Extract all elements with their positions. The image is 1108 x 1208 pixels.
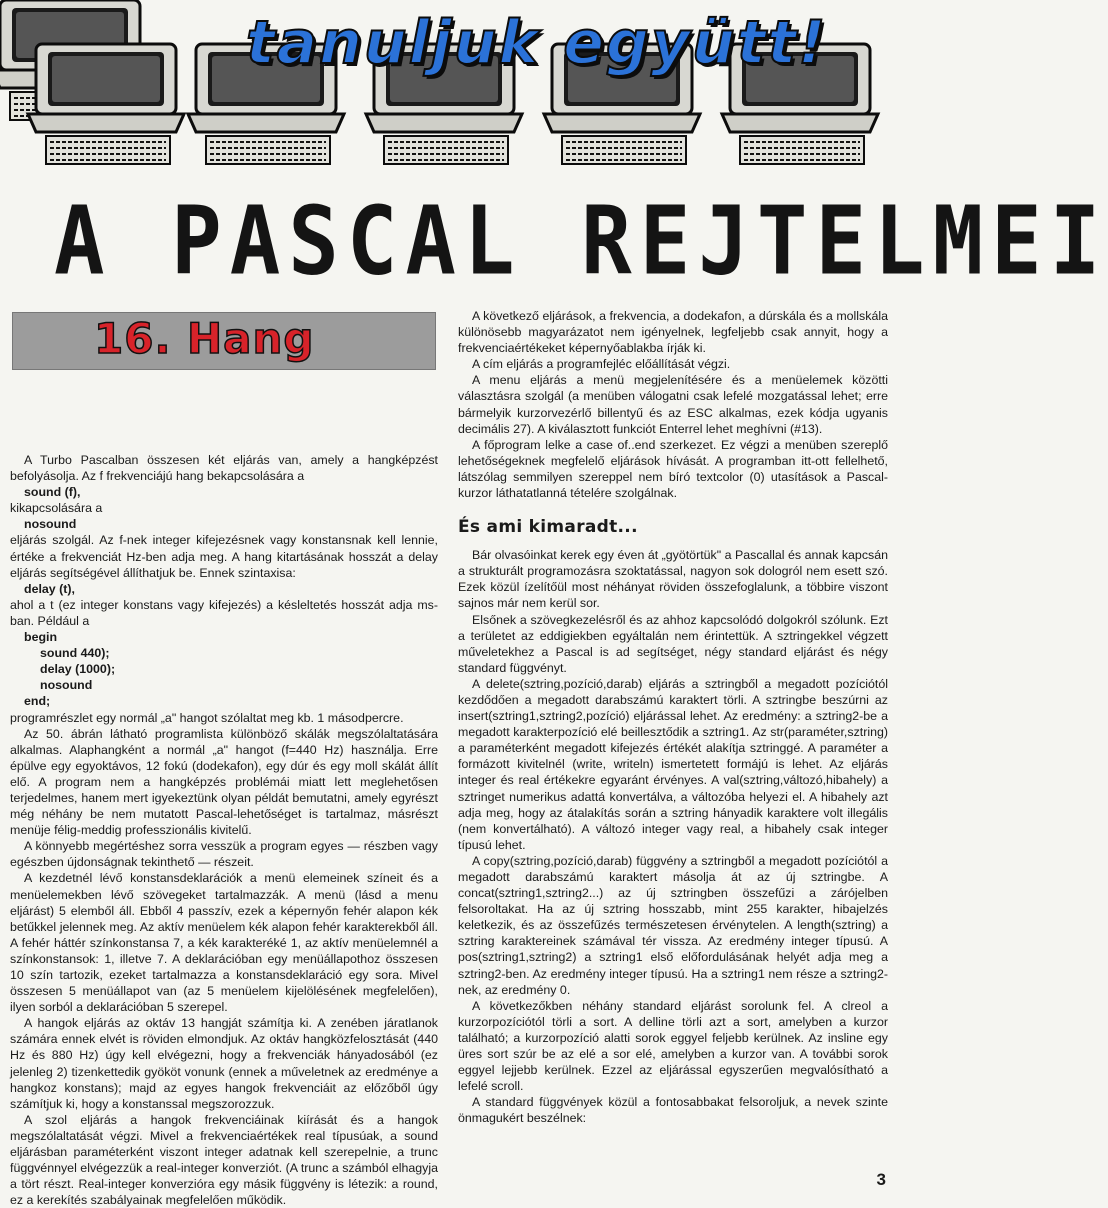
code-example (10, 629, 438, 709)
code-line: end; (24, 694, 51, 709)
paragraph: A copy(sztring,pozíció,darab) függvény a sztringből a megadott pozíciótól a megadott darabszámú karaktert másolja át az új sztringbe. A concat(sztring1,sztring2...) az új sztringben összefűzi a zárójelben felsoroltakat. Ha az új sztring hosszabb, mint 255 karakter, hibajelzés keletkezik, és az összefűzés természetesen érvénytelen. A length(sztring) a sztring karaktereinek számával tér vissza. Az eredmény integer típusú. A pos(sztring1,sztring2) a sztring1 első előfordulásának helyét adja meg a sztring2-ben. Az eredmény integer típusú. Ha a sztring1 nem része a sztring2-nek, az eredmény 0. (458, 853, 888, 997)
code-nosound: nosound (24, 517, 77, 532)
paragraph: programrészlet egy normál „a" hangot szólaltat meg kb. 1 másodpercre. (10, 710, 404, 725)
section-header-bar (12, 312, 436, 370)
paragraph: A kezdetnél lévő konstansdeklarációk a menü elemeinek színeit és a menüelemekben lévő szövegeket tartalmazzák. A menü (lásd a menu eljárást) 5 elemből áll. Ebből 4 passzív, ezek a képernyőn fehér alapon kék betűkkel jelennek meg. Az aktív menüelem kék alapon fehér karakterekből áll. A fehér háttér színkonstansa 7, a kék karakteréké 1, az aktív menüelemnél a színkonstansok: 1, illetve 7. A deklarációban egy menüállapothoz összesen 10 szín tartozik, ezeket tartalmazza a konstansdeklaráció egy sora. Mivel összesen 5 menüállapot van (az 5 menüelem kijelölésének megfelelően), ilyen sorból a deklarációban 5 szerepel. (10, 871, 438, 1015)
code-delay: delay (t), (24, 581, 75, 596)
paragraph: ahol a t (ez integer konstans vagy kifejezés) a késleltetés hosszát adja ms-ban. Például a (10, 597, 438, 628)
paragraph: Elsőnek a szövegkezelésről és az ahhoz kapcsolódó dolgokról szólunk. Ezt a területet az eddigiekben egyáltalán nem érintettük. A sztringekkel végzett műveletekhez a Pascal is ad segítséget, négy standard eljárást és négy standard függvényt. (458, 612, 888, 675)
paragraph: kikapcsolására a (10, 501, 103, 516)
computer-icon (28, 44, 184, 164)
code-sound: sound (f), (24, 485, 81, 500)
paragraph: A hangok eljárás az oktáv 13 hangját számítja ki. A zenében járatlanok számára ennek elvét is röviden elmondjuk. Az oktáv hangközfelosztását (440 Hz és 880 Hz) úgy kell elvégezni, hogy a frekvenciák hányadosából (ez jelenleg 2) tizenkettedik gyököt vonunk (ennek a műveletnek az eredménye a hangkoz konstans); majd az egyes hangok frekvenciáit az előzőből úgy számítjuk ki, hogy a konstanssal megszorozzuk. (10, 1016, 438, 1111)
paragraph: Bár olvasóinkat kerek egy éven át „gyötörtük" a Pascallal és annak kapcsán a strukturált programozásra szoktatással, nagyon sok dologról nem esett szó. Ezek közül ízelítőül most néhányat röviden összefoglalunk, a többire viszont sajnos már nem kerül sor. (458, 548, 888, 611)
paragraph: eljárás szolgál. Az f-nek integer kifejezésnek vagy konstansnak kell lennie, értéke a frekvenciát Hz-ben adja meg. A hang kitartásának hosszát a delay eljárás segítségével állíthatjuk be. Ennek szintaxisa: (10, 533, 438, 580)
paragraph: A következő eljárások, a frekvencia, a dodekafon, a dúrskála és a mollskála különösebb magyarázatot nem igényelnek, legfeljebb csak annyit, hogy a frekvenciaértékeket képernyőablakba írják ki. (458, 309, 888, 356)
page-title: A PASCAL REJTELMEI (54, 186, 1108, 296)
code-line: sound 440); (40, 646, 110, 661)
right-column (458, 308, 888, 1127)
paragraph: A Turbo Pascalban összesen két eljárás van, amely a hangképzést befolyásolja. Az f frekvenciájú hang bekapcsolására a (10, 453, 438, 484)
paragraph: A főprogram lelke a case of..end szerkezet. Ez végzi a menüben szereplő lehetőségeknek megfelelő eljárások hívását. A programban itt-ott fellelhető, látszólag semmilyen szereppel nem bíró textcolor (0) utasítások a Pascal-kurzor láthatatlanná tételére szolgálnak. (458, 437, 888, 501)
left-column (10, 452, 438, 1208)
paragraph: A cím eljárás a programfejléc előállítását végzi. (472, 357, 731, 372)
page-number: 3 (876, 1170, 886, 1189)
paragraph: Az 50. ábrán látható programlista különböző skálák megszólaltatására alkalmas. Alaphangként a normál „a" hangot (f=440 Hz) használja. Erre épülve egy egyoktávos, 12 fokú (dodekafon), egy dúr és egy moll skálát állít elő. A program nem a hangképzés problémái miatt lett meglehetősen terjedelmes, hanem mert igyekeztünk olyan példát bemutatni, amely egyrészt még néhány be nem mutatott Pascal-lehetőséget is tartalmaz, másrészt menüje félig-meddig professzionális kivitelű. (10, 726, 438, 838)
paragraph: A következőkben néhány standard eljárást sorolunk fel. A clreol a kurzorpozíciótól törli a sort. A delline törli azt a sort, amelyben a kurzor található; a kurzorpozíció alatti sorok eggyel feljebb kerülnek. Az insline egy üres sort szúr be az elé a sor elé, amelyben a kurzor van. A további sorok eggyel lejjebb kerülnek. Ezzel az eljárással egyszerűen megvalósítható a lefelé scroll. (458, 998, 888, 1094)
paragraph: A szol eljárás a hangok frekvenciáinak kiírását és a hangok megszólaltatását végzi. Mivel a frekvenciaértékek real típusúak, a sound eljárásban paraméterként viszont integer adatnak kell szerepelnie, a trunc függvénnyel elvégezzük a real-integer konverziót. (A trunc a számból elhagyja a tört részt. Real-integer konverzióra egy másik függvény is létezik: a round, ez a kerekítés szabályainak megfelelően működik. (10, 1112, 438, 1208)
header-banner (0, 0, 900, 178)
paragraph: A menu eljárás a menü megjelenítésére és a menüelemek közötti választásra szolgál (a menüben válogatni csak lefelé mozgatással lehet; erre bármelyik kurzorvezérlő billentyű és az ESC alkalmas, ezek kódja ugyanis decimális 27). A kiválasztott funkciót Enterrel lehet meghívni (#13). (458, 373, 888, 436)
code-line: delay (1000); (40, 662, 116, 677)
paragraph: A könnyebb megértéshez sorra vesszük a program egyes — részben vagy egészben újdonságnak tekinthető — részeit. (10, 839, 438, 870)
banner-title: tanuljuk együtt! (246, 8, 828, 78)
paragraph: A standard függvények közül a fontosabbakat felsoroljuk, a nevek szinte önmagukért beszélnek: (458, 1095, 888, 1126)
section-subheading: És ami kimaradt... (458, 517, 638, 538)
code-line: nosound (40, 678, 93, 693)
section-heading: 16. Hang (94, 314, 315, 363)
code-line: begin (24, 630, 58, 645)
paragraph: A delete(sztring,pozíció,darab) eljárás a sztringből a megadott pozíciótól kezdődően a megadott darabszámú karaktert törli. A sztringbe beszúrni az insert(sztring1,sztring2,pozíció) eljárással lehet. Az eredmény: a sztring2-be a megadott karakterpozíció elé beillesztődik a sztring1. Az str(paraméter,sztring) a paraméterként megadott kifejezés értékét alakítja sztringgé. A paraméter a formázott kivitelnél (write, writeln) ismertetett formájú is lehet. Az eljárás integer és real értékekre egyaránt érvényes. A val(sztring,változó,hibahely) a sztringet numerikus adattá konvertálva, a változóba helyezi el. A hibahely azt adja meg, hogy az átalakítás során a sztring hányadik karaktere volt illegális (nem konvertálható). A változó integer vagy real, a hibahely csak integer típusú lehet. (458, 676, 888, 852)
